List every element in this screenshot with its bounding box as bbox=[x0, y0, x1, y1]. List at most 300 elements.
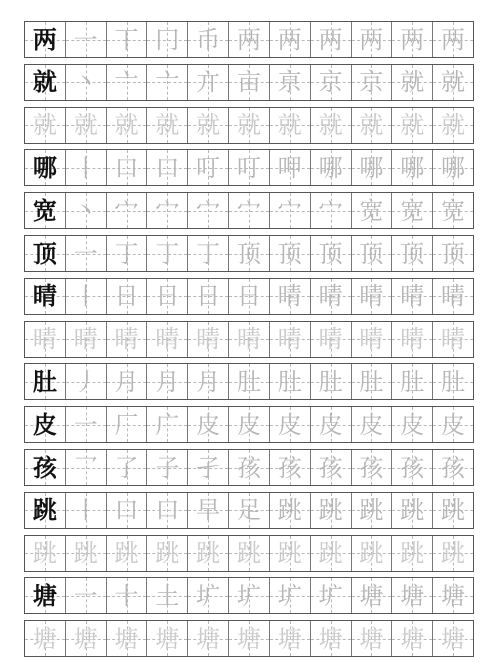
model-character: 肚 bbox=[32, 367, 57, 396]
stroke-step-character: 跳 bbox=[277, 496, 302, 525]
grid-cell bbox=[107, 322, 148, 357]
grid-cell bbox=[25, 364, 66, 399]
grid-cell bbox=[66, 536, 107, 571]
model-character: 晴 bbox=[32, 282, 57, 311]
stroke-step-character: 十 bbox=[114, 581, 139, 610]
stroke-step-character: 晴 bbox=[359, 282, 384, 311]
grid-cell bbox=[107, 536, 148, 571]
grid-cell bbox=[188, 108, 229, 143]
grid-cell bbox=[433, 193, 473, 228]
model-character: 两 bbox=[32, 25, 57, 54]
grid-cell bbox=[392, 578, 433, 613]
grid-cell bbox=[352, 279, 393, 314]
grid-cell bbox=[25, 493, 66, 528]
stroke-step-character: 就 bbox=[441, 68, 466, 97]
stroke-step-character: 日 bbox=[236, 282, 261, 311]
grid-cell bbox=[147, 65, 188, 100]
grid-cell bbox=[392, 621, 433, 656]
practice-row bbox=[24, 620, 474, 657]
tracing-character: 塘 bbox=[73, 624, 98, 653]
stroke-step-character: 宀 bbox=[155, 196, 180, 225]
grid-cell bbox=[147, 578, 188, 613]
grid-cell bbox=[229, 536, 270, 571]
stroke-step-character: 亠 bbox=[114, 68, 139, 97]
grid-cell bbox=[433, 236, 473, 271]
grid-cell bbox=[311, 193, 352, 228]
model-character: 哪 bbox=[32, 153, 57, 182]
tracing-character: 跳 bbox=[73, 539, 98, 568]
grid-cell bbox=[270, 322, 311, 357]
tracing-character: 塘 bbox=[359, 624, 384, 653]
practice-row bbox=[24, 64, 474, 101]
grid-cell bbox=[25, 621, 66, 656]
grid-cell bbox=[66, 621, 107, 656]
stroke-step-character: 亣 bbox=[196, 68, 221, 97]
tracing-character: 塘 bbox=[400, 624, 425, 653]
grid-cell bbox=[392, 150, 433, 185]
stroke-step-character: 冂 bbox=[155, 25, 180, 54]
stroke-step-character: 塘 bbox=[441, 581, 466, 610]
stroke-step-character: 宽 bbox=[400, 196, 425, 225]
stroke-step-character: 顶 bbox=[318, 239, 343, 268]
stroke-step-character: 肚 bbox=[318, 367, 343, 396]
grid-cell bbox=[147, 621, 188, 656]
stroke-step-character: 跳 bbox=[400, 496, 425, 525]
grid-cell bbox=[352, 108, 393, 143]
tracing-character: 塘 bbox=[196, 624, 221, 653]
grid-cell bbox=[66, 364, 107, 399]
stroke-step-character: 宽 bbox=[441, 196, 466, 225]
practice-row bbox=[24, 107, 474, 144]
stroke-step-character: 足 bbox=[236, 496, 261, 525]
model-character: 塘 bbox=[32, 581, 57, 610]
grid-cell bbox=[392, 236, 433, 271]
grid-cell bbox=[107, 493, 148, 528]
tracing-character: 就 bbox=[196, 111, 221, 140]
grid-cell bbox=[188, 22, 229, 57]
grid-cell bbox=[433, 65, 473, 100]
grid-cell bbox=[270, 150, 311, 185]
grid-cell bbox=[188, 150, 229, 185]
practice-row bbox=[24, 363, 474, 400]
grid-cell bbox=[107, 108, 148, 143]
grid-cell bbox=[433, 108, 473, 143]
stroke-step-character: 叮 bbox=[196, 153, 221, 182]
stroke-step-character: 宀 bbox=[114, 196, 139, 225]
tracing-character: 塘 bbox=[236, 624, 261, 653]
stroke-step-character: 乛 bbox=[73, 453, 98, 482]
grid-cell bbox=[188, 493, 229, 528]
grid-cell bbox=[25, 108, 66, 143]
practice-row bbox=[24, 21, 474, 58]
stroke-step-character: 丁 bbox=[196, 239, 221, 268]
grid-cell bbox=[229, 108, 270, 143]
stroke-step-character: 叮 bbox=[236, 153, 261, 182]
model-character: 皮 bbox=[32, 410, 57, 439]
practice-row bbox=[24, 449, 474, 486]
stroke-step-character: 跳 bbox=[441, 496, 466, 525]
stroke-step-character: 丶 bbox=[73, 196, 98, 225]
grid-cell bbox=[147, 493, 188, 528]
stroke-step-character: 孩 bbox=[318, 453, 343, 482]
stroke-step-character: 皮 bbox=[196, 410, 221, 439]
stroke-step-character: 圹 bbox=[277, 581, 302, 610]
stroke-step-character: 了 bbox=[114, 453, 139, 482]
stroke-step-character: 一 bbox=[73, 581, 98, 610]
grid-cell bbox=[392, 493, 433, 528]
practice-row bbox=[24, 577, 474, 614]
grid-cell bbox=[433, 150, 473, 185]
practice-row bbox=[24, 235, 474, 272]
grid-cell bbox=[352, 493, 393, 528]
stroke-step-character: 丨 bbox=[73, 496, 98, 525]
stroke-step-character: 币 bbox=[196, 25, 221, 54]
grid-cell bbox=[433, 621, 473, 656]
tracing-character: 晴 bbox=[114, 325, 139, 354]
tracing-character: 塘 bbox=[318, 624, 343, 653]
grid-cell bbox=[392, 364, 433, 399]
stroke-step-character: 皮 bbox=[318, 410, 343, 439]
grid-cell bbox=[25, 578, 66, 613]
stroke-step-character: 哪 bbox=[400, 153, 425, 182]
stroke-step-character: 孑 bbox=[196, 453, 221, 482]
grid-cell bbox=[392, 450, 433, 485]
grid-cell bbox=[25, 193, 66, 228]
tracing-character: 跳 bbox=[32, 539, 57, 568]
grid-cell bbox=[66, 322, 107, 357]
stroke-step-character: 就 bbox=[400, 68, 425, 97]
tracing-character: 跳 bbox=[236, 539, 261, 568]
stroke-step-character: 晴 bbox=[441, 282, 466, 311]
tracing-character: 就 bbox=[114, 111, 139, 140]
stroke-step-character: 孩 bbox=[441, 453, 466, 482]
grid-cell bbox=[107, 150, 148, 185]
grid-cell bbox=[270, 108, 311, 143]
grid-cell bbox=[147, 279, 188, 314]
stroke-step-character: 圹 bbox=[236, 581, 261, 610]
stroke-step-character: 皮 bbox=[236, 410, 261, 439]
stroke-step-character: 跳 bbox=[359, 496, 384, 525]
stroke-step-character: 两 bbox=[318, 25, 343, 54]
grid-cell bbox=[392, 65, 433, 100]
grid-cell bbox=[147, 108, 188, 143]
tracing-character: 晴 bbox=[236, 325, 261, 354]
grid-cell bbox=[352, 322, 393, 357]
practice-row bbox=[24, 278, 474, 315]
stroke-step-character: 京 bbox=[318, 68, 343, 97]
grid-cell bbox=[352, 22, 393, 57]
grid-cell bbox=[433, 407, 473, 442]
grid-cell bbox=[433, 364, 473, 399]
stroke-step-character: 月 bbox=[114, 367, 139, 396]
grid-cell bbox=[229, 450, 270, 485]
tracing-character: 晴 bbox=[73, 325, 98, 354]
grid-cell bbox=[392, 108, 433, 143]
stroke-step-character: 顶 bbox=[359, 239, 384, 268]
grid-cell bbox=[392, 536, 433, 571]
tracing-character: 跳 bbox=[155, 539, 180, 568]
stroke-step-character: 顶 bbox=[441, 239, 466, 268]
grid-cell bbox=[270, 621, 311, 656]
grid-cell bbox=[25, 22, 66, 57]
grid-cell bbox=[433, 493, 473, 528]
grid-cell bbox=[433, 22, 473, 57]
grid-cell bbox=[229, 364, 270, 399]
grid-cell bbox=[147, 193, 188, 228]
grid-cell bbox=[229, 236, 270, 271]
stroke-step-character: 跳 bbox=[318, 496, 343, 525]
grid-cell bbox=[147, 450, 188, 485]
grid-cell bbox=[311, 150, 352, 185]
tracing-character: 晴 bbox=[400, 325, 425, 354]
practice-row bbox=[24, 535, 474, 572]
grid-cell bbox=[107, 407, 148, 442]
grid-cell bbox=[147, 236, 188, 271]
grid-cell bbox=[433, 322, 473, 357]
grid-cell bbox=[311, 493, 352, 528]
stroke-step-character: 丨 bbox=[73, 282, 98, 311]
stroke-step-character: 晴 bbox=[318, 282, 343, 311]
grid-cell bbox=[229, 22, 270, 57]
stroke-step-character: 肚 bbox=[359, 367, 384, 396]
grid-cell bbox=[433, 578, 473, 613]
grid-cell bbox=[107, 236, 148, 271]
stroke-step-character: 厂 bbox=[114, 410, 139, 439]
stroke-step-character: 日 bbox=[114, 282, 139, 311]
stroke-step-character: 两 bbox=[236, 25, 261, 54]
grid-cell bbox=[311, 236, 352, 271]
stroke-step-character: 圹 bbox=[318, 581, 343, 610]
stroke-step-character: 宀 bbox=[236, 196, 261, 225]
tracing-character: 就 bbox=[236, 111, 261, 140]
grid-cell bbox=[352, 193, 393, 228]
grid-cell bbox=[311, 322, 352, 357]
stroke-step-character: 宽 bbox=[359, 196, 384, 225]
grid-cell bbox=[66, 493, 107, 528]
practice-row bbox=[24, 492, 474, 529]
tracing-character: 就 bbox=[441, 111, 466, 140]
tracing-character: 晴 bbox=[441, 325, 466, 354]
stroke-step-character: 宀 bbox=[318, 196, 343, 225]
grid-cell bbox=[352, 407, 393, 442]
practice-row bbox=[24, 406, 474, 443]
tracing-character: 就 bbox=[73, 111, 98, 140]
stroke-step-character: 一 bbox=[73, 239, 98, 268]
stroke-step-character: 顶 bbox=[277, 239, 302, 268]
stroke-step-character: 孩 bbox=[359, 453, 384, 482]
tracing-character: 就 bbox=[318, 111, 343, 140]
grid-cell bbox=[66, 193, 107, 228]
grid-cell bbox=[270, 193, 311, 228]
tracing-character: 晴 bbox=[359, 325, 384, 354]
tracing-character: 塘 bbox=[155, 624, 180, 653]
grid-cell bbox=[311, 621, 352, 656]
grid-cell bbox=[188, 450, 229, 485]
stroke-step-character: 肚 bbox=[236, 367, 261, 396]
stroke-step-character: 丿 bbox=[73, 367, 98, 396]
tracing-character: 就 bbox=[400, 111, 425, 140]
grid-cell bbox=[107, 65, 148, 100]
grid-cell bbox=[270, 279, 311, 314]
tracing-character: 跳 bbox=[400, 539, 425, 568]
stroke-step-character: 亠 bbox=[155, 68, 180, 97]
grid-cell bbox=[433, 450, 473, 485]
grid-cell bbox=[25, 236, 66, 271]
grid-cell bbox=[147, 536, 188, 571]
grid-cell bbox=[107, 279, 148, 314]
grid-cell bbox=[392, 279, 433, 314]
stroke-step-character: 亩 bbox=[236, 68, 261, 97]
stroke-step-character: 皮 bbox=[400, 410, 425, 439]
model-character: 宽 bbox=[32, 196, 57, 225]
tracing-character: 跳 bbox=[359, 539, 384, 568]
stroke-step-character: 皮 bbox=[359, 410, 384, 439]
stroke-step-character: 丶 bbox=[73, 68, 98, 97]
stroke-step-character: 口 bbox=[114, 153, 139, 182]
grid-cell bbox=[147, 322, 188, 357]
stroke-step-character: 两 bbox=[359, 25, 384, 54]
grid-cell bbox=[229, 150, 270, 185]
stroke-step-character: 日 bbox=[155, 282, 180, 311]
grid-cell bbox=[311, 22, 352, 57]
grid-cell bbox=[66, 450, 107, 485]
stroke-step-character: 口 bbox=[155, 496, 180, 525]
grid-cell bbox=[352, 236, 393, 271]
grid-cell bbox=[352, 536, 393, 571]
practice-row bbox=[24, 149, 474, 186]
stroke-step-character: 丁 bbox=[114, 239, 139, 268]
grid-cell bbox=[188, 578, 229, 613]
grid-cell bbox=[188, 236, 229, 271]
stroke-step-character: 两 bbox=[441, 25, 466, 54]
stroke-step-character: 顶 bbox=[236, 239, 261, 268]
grid-cell bbox=[147, 407, 188, 442]
stroke-step-character: 日 bbox=[196, 282, 221, 311]
grid-cell bbox=[25, 322, 66, 357]
grid-cell bbox=[188, 536, 229, 571]
tracing-character: 跳 bbox=[196, 539, 221, 568]
stroke-step-character: 口 bbox=[155, 153, 180, 182]
stroke-step-character: 两 bbox=[277, 25, 302, 54]
grid-cell bbox=[311, 407, 352, 442]
grid-cell bbox=[188, 322, 229, 357]
stroke-step-character: 子 bbox=[155, 453, 180, 482]
model-character: 跳 bbox=[32, 496, 57, 525]
grid-cell bbox=[392, 322, 433, 357]
model-character: 孩 bbox=[32, 453, 57, 482]
grid-cell bbox=[392, 22, 433, 57]
grid-cell bbox=[392, 193, 433, 228]
model-character: 就 bbox=[32, 68, 57, 97]
grid-cell bbox=[311, 536, 352, 571]
grid-cell bbox=[311, 364, 352, 399]
grid-cell bbox=[433, 536, 473, 571]
grid-cell bbox=[25, 536, 66, 571]
grid-cell bbox=[66, 22, 107, 57]
stroke-step-character: 塘 bbox=[400, 581, 425, 610]
grid-cell bbox=[188, 193, 229, 228]
grid-cell bbox=[188, 364, 229, 399]
grid-cell bbox=[107, 621, 148, 656]
stroke-step-character: 丅 bbox=[114, 25, 139, 54]
stroke-step-character: 晴 bbox=[277, 282, 302, 311]
grid-cell bbox=[107, 193, 148, 228]
grid-cell bbox=[270, 407, 311, 442]
grid-cell bbox=[66, 407, 107, 442]
grid-cell bbox=[352, 150, 393, 185]
tracing-character: 塘 bbox=[277, 624, 302, 653]
tracing-character: 晴 bbox=[155, 325, 180, 354]
grid-cell bbox=[188, 621, 229, 656]
grid-cell bbox=[229, 621, 270, 656]
practice-row bbox=[24, 321, 474, 358]
practice-row bbox=[24, 192, 474, 229]
grid-cell bbox=[352, 450, 393, 485]
stroke-step-character: 顶 bbox=[400, 239, 425, 268]
tracing-character: 就 bbox=[155, 111, 180, 140]
tracing-character: 跳 bbox=[114, 539, 139, 568]
grid-cell bbox=[270, 65, 311, 100]
grid-cell bbox=[270, 22, 311, 57]
grid-cell bbox=[311, 578, 352, 613]
stroke-step-character: 哪 bbox=[359, 153, 384, 182]
stroke-step-character: 丨 bbox=[73, 153, 98, 182]
grid-cell bbox=[25, 407, 66, 442]
grid-cell bbox=[270, 536, 311, 571]
grid-cell bbox=[392, 407, 433, 442]
stroke-step-character: 早 bbox=[196, 496, 221, 525]
tracing-character: 塘 bbox=[441, 624, 466, 653]
grid-cell bbox=[66, 65, 107, 100]
grid-cell bbox=[229, 279, 270, 314]
tracing-character: 就 bbox=[359, 111, 384, 140]
grid-cell bbox=[229, 65, 270, 100]
grid-cell bbox=[270, 493, 311, 528]
stroke-step-character: 亰 bbox=[277, 68, 302, 97]
grid-cell bbox=[352, 621, 393, 656]
stroke-step-character: 月 bbox=[155, 367, 180, 396]
tracing-character: 晴 bbox=[277, 325, 302, 354]
stroke-step-character: 宀 bbox=[277, 196, 302, 225]
grid-cell bbox=[25, 150, 66, 185]
tracing-character: 晴 bbox=[32, 325, 57, 354]
stroke-step-character: 口 bbox=[114, 496, 139, 525]
tracing-character: 就 bbox=[277, 111, 302, 140]
stroke-step-character: 孩 bbox=[277, 453, 302, 482]
grid-cell bbox=[270, 450, 311, 485]
stroke-step-character: 土 bbox=[155, 581, 180, 610]
tracing-character: 就 bbox=[32, 111, 57, 140]
grid-cell bbox=[229, 322, 270, 357]
grid-cell bbox=[229, 493, 270, 528]
grid-cell bbox=[188, 65, 229, 100]
model-character: 顶 bbox=[32, 239, 57, 268]
stroke-step-character: 广 bbox=[155, 410, 180, 439]
grid-cell bbox=[66, 279, 107, 314]
grid-cell bbox=[66, 578, 107, 613]
stroke-step-character: 孩 bbox=[400, 453, 425, 482]
stroke-step-character: 呷 bbox=[277, 153, 302, 182]
grid-cell bbox=[270, 364, 311, 399]
grid-cell bbox=[188, 407, 229, 442]
stroke-step-character: 月 bbox=[196, 367, 221, 396]
stroke-step-character: 京 bbox=[359, 68, 384, 97]
tracing-character: 跳 bbox=[277, 539, 302, 568]
stroke-step-character: 肚 bbox=[277, 367, 302, 396]
stroke-step-character: 晴 bbox=[400, 282, 425, 311]
stroke-step-character: 哪 bbox=[441, 153, 466, 182]
stroke-step-character: 肚 bbox=[400, 367, 425, 396]
